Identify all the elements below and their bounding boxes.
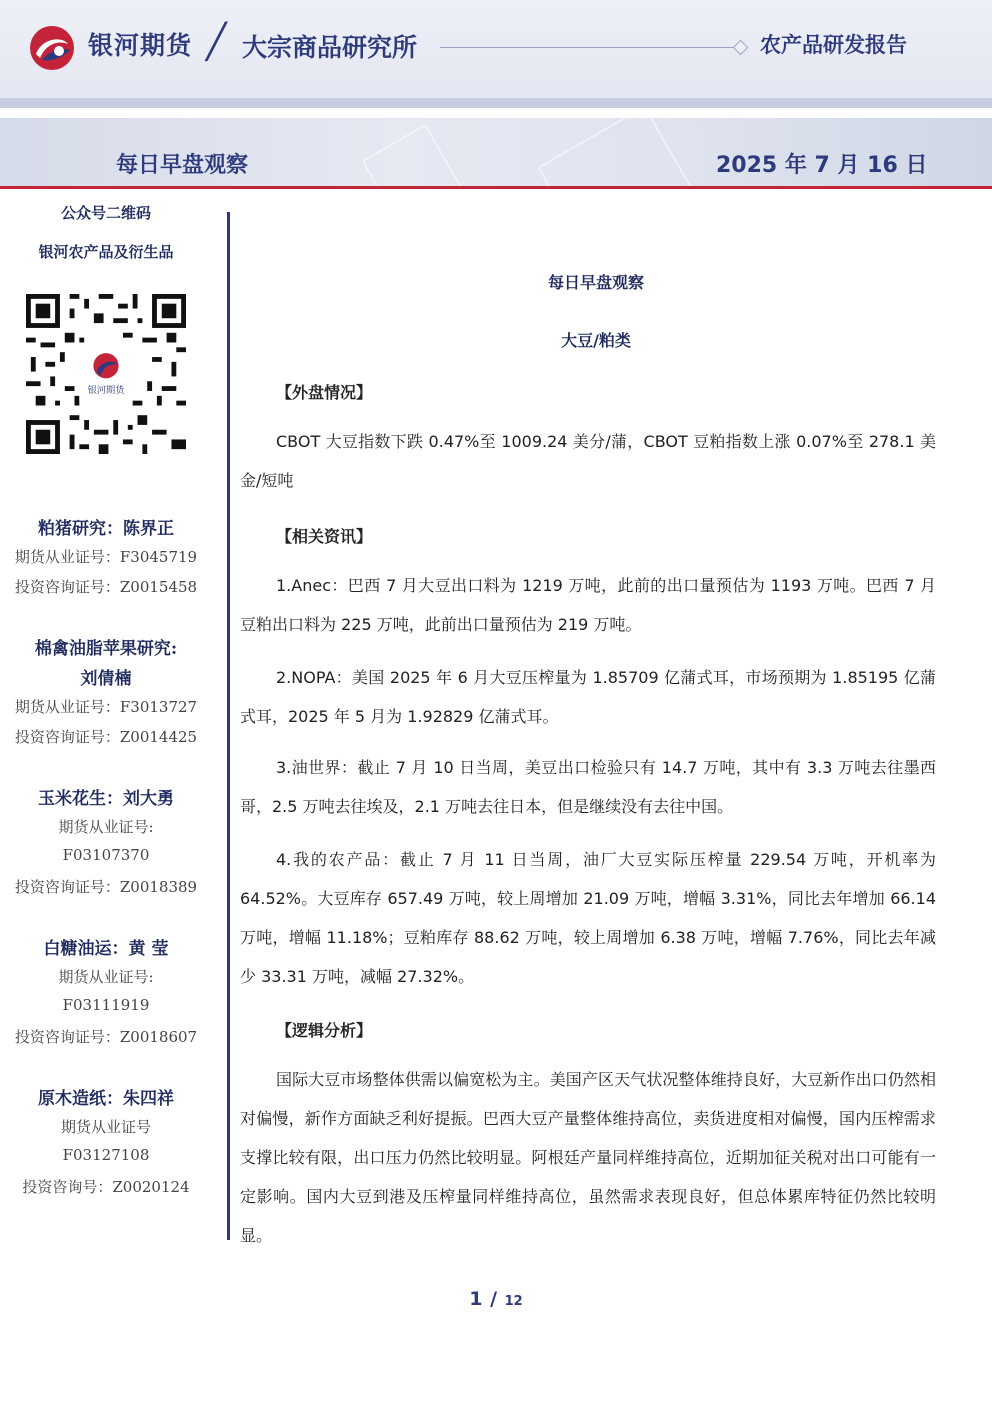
analyst-title: 玉米花生：刘大勇 bbox=[38, 789, 174, 809]
analyst-license: 投资咨询证号：Z0018389 bbox=[14, 878, 198, 896]
analyst-license: 投资咨询证号：Z0018607 bbox=[14, 1028, 198, 1046]
paragraph: 4.我的农产品：截止 7 月 11 日当周，油厂大豆实际压榨量 229.54 万吨，开机率为 64.52%。大豆库存 657.49 万吨，较上周增加 21.09 万吨，增幅 3.31%，同比去年增加 66.14 万吨，增幅 11.18%；豆粕库存 88.62 万吨，较上周增加 6.38 万吨，增幅 7.76%，同比去年减少 33.31 万吨，减幅 27.32%。 bbox=[240, 850, 936, 986]
report-date: 2025 年 7 月 16 日 bbox=[716, 153, 928, 178]
band-decoration bbox=[537, 118, 706, 186]
paragraph: 3.油世界：截止 7 月 10 日当周，美豆出口检验只有 14.7 万吨，其中有 3.3 万吨去往墨西哥，2.5 万吨去往埃及，2.1 万吨去往日本，但是继续没有去往中国。 bbox=[240, 758, 936, 816]
analyst-license: 期货从业证号：F3013727 bbox=[14, 698, 198, 716]
page-title: 每日早盘观察 bbox=[116, 153, 249, 178]
analyst-license: F03111919 bbox=[62, 996, 150, 1014]
analyst-license: F03127108 bbox=[62, 1146, 150, 1164]
qr-account-name: 银河农产品及衍生品 bbox=[38, 243, 174, 261]
analyst-title: 白糖油运：黄 莹 bbox=[43, 939, 169, 959]
qr-code-icon bbox=[26, 294, 186, 454]
content-subheading: 大豆/粕类 bbox=[561, 331, 631, 350]
header-stripe bbox=[0, 98, 992, 108]
galaxy-futures-logo-icon bbox=[28, 24, 76, 72]
qr-logo-text: 银河期货 bbox=[87, 384, 125, 396]
analyst-license: F03107370 bbox=[62, 846, 150, 864]
analyst-license: 期货从业证号: bbox=[58, 968, 154, 986]
brand-separator: ╱ bbox=[206, 22, 227, 62]
paragraph: 国际大豆市场整体供需以偏宽松为主。美国产区天气状况整体维持良好，大豆新作出口仍然相对偏慢，新作方面缺乏利好提振。巴西大豆产量整体维持高位，卖货进度相对偏慢，国内压榨需求支撑比较有限，出口压力仍然比较明显。阿根廷产量同样维持高位，近期加征关税对出口可能有一定影响。国内大豆到港及压榨量同样维持高位，虽然需求表现良好，但总体累库特征仍然比较明显。 bbox=[240, 1070, 936, 1245]
page-slash: / bbox=[490, 1288, 498, 1310]
title-rule bbox=[0, 186, 992, 189]
analyst-license: 投资咨询号：Z0020124 bbox=[22, 1178, 190, 1196]
paragraph: 2.NOPA：美国 2025 年 6 月大豆压榨量为 1.85709 亿蒲式耳，市场预期为 1.85195 亿蒲式耳，2025 年 5 月为 1.92829 亿蒲式耳。 bbox=[240, 668, 936, 726]
analyst-license: 期货从业证号 bbox=[60, 1118, 151, 1136]
page-number bbox=[0, 1288, 992, 1310]
analyst-name: 刘倩楠 bbox=[80, 669, 132, 689]
analyst-title: 原木造纸：朱四祥 bbox=[38, 1089, 174, 1109]
band-decoration bbox=[361, 124, 472, 186]
analyst-license: 投资咨询证号：Z0014425 bbox=[14, 728, 198, 746]
institute-name: 大宗商品研究所 bbox=[242, 33, 418, 62]
brand-name: 银河期货 bbox=[88, 31, 193, 60]
analyst-title: 棉禽油脂苹果研究: bbox=[34, 639, 178, 659]
current-page: 1 bbox=[469, 1288, 483, 1310]
total-pages: 12 bbox=[504, 1294, 523, 1309]
header-deco-line bbox=[440, 47, 734, 48]
section-title: 【外盘情况】 bbox=[276, 383, 373, 402]
paragraph: 1.Anec：巴西 7 月大豆出口料为 1219 万吨，此前的出口量预估为 1193 万吨。巴西 7 月豆粕出口料为 225 万吨，此前出口量预估为 219 万吨。 bbox=[240, 576, 936, 634]
paragraph: CBOT 大豆指数下跌 0.47%至 1009.24 美分/蒲，CBOT 豆粕指数上涨 0.07%至 278.1 美金/短吨 bbox=[240, 432, 936, 490]
section-title: 【逻辑分析】 bbox=[276, 1021, 373, 1040]
analyst-title: 粕猪研究：陈界正 bbox=[38, 519, 174, 539]
column-divider bbox=[227, 212, 230, 1240]
analyst-license: 期货从业证号：F3045719 bbox=[14, 548, 198, 566]
analyst-license: 投资咨询证号：Z0015458 bbox=[14, 578, 198, 596]
report-type: 农产品研发报告 bbox=[760, 33, 907, 57]
analyst-license: 期货从业证号: bbox=[58, 818, 154, 836]
content-heading: 每日早盘观察 bbox=[547, 273, 644, 292]
qr-title: 公众号二维码 bbox=[60, 204, 151, 222]
section-title: 【相关资讯】 bbox=[276, 527, 373, 546]
